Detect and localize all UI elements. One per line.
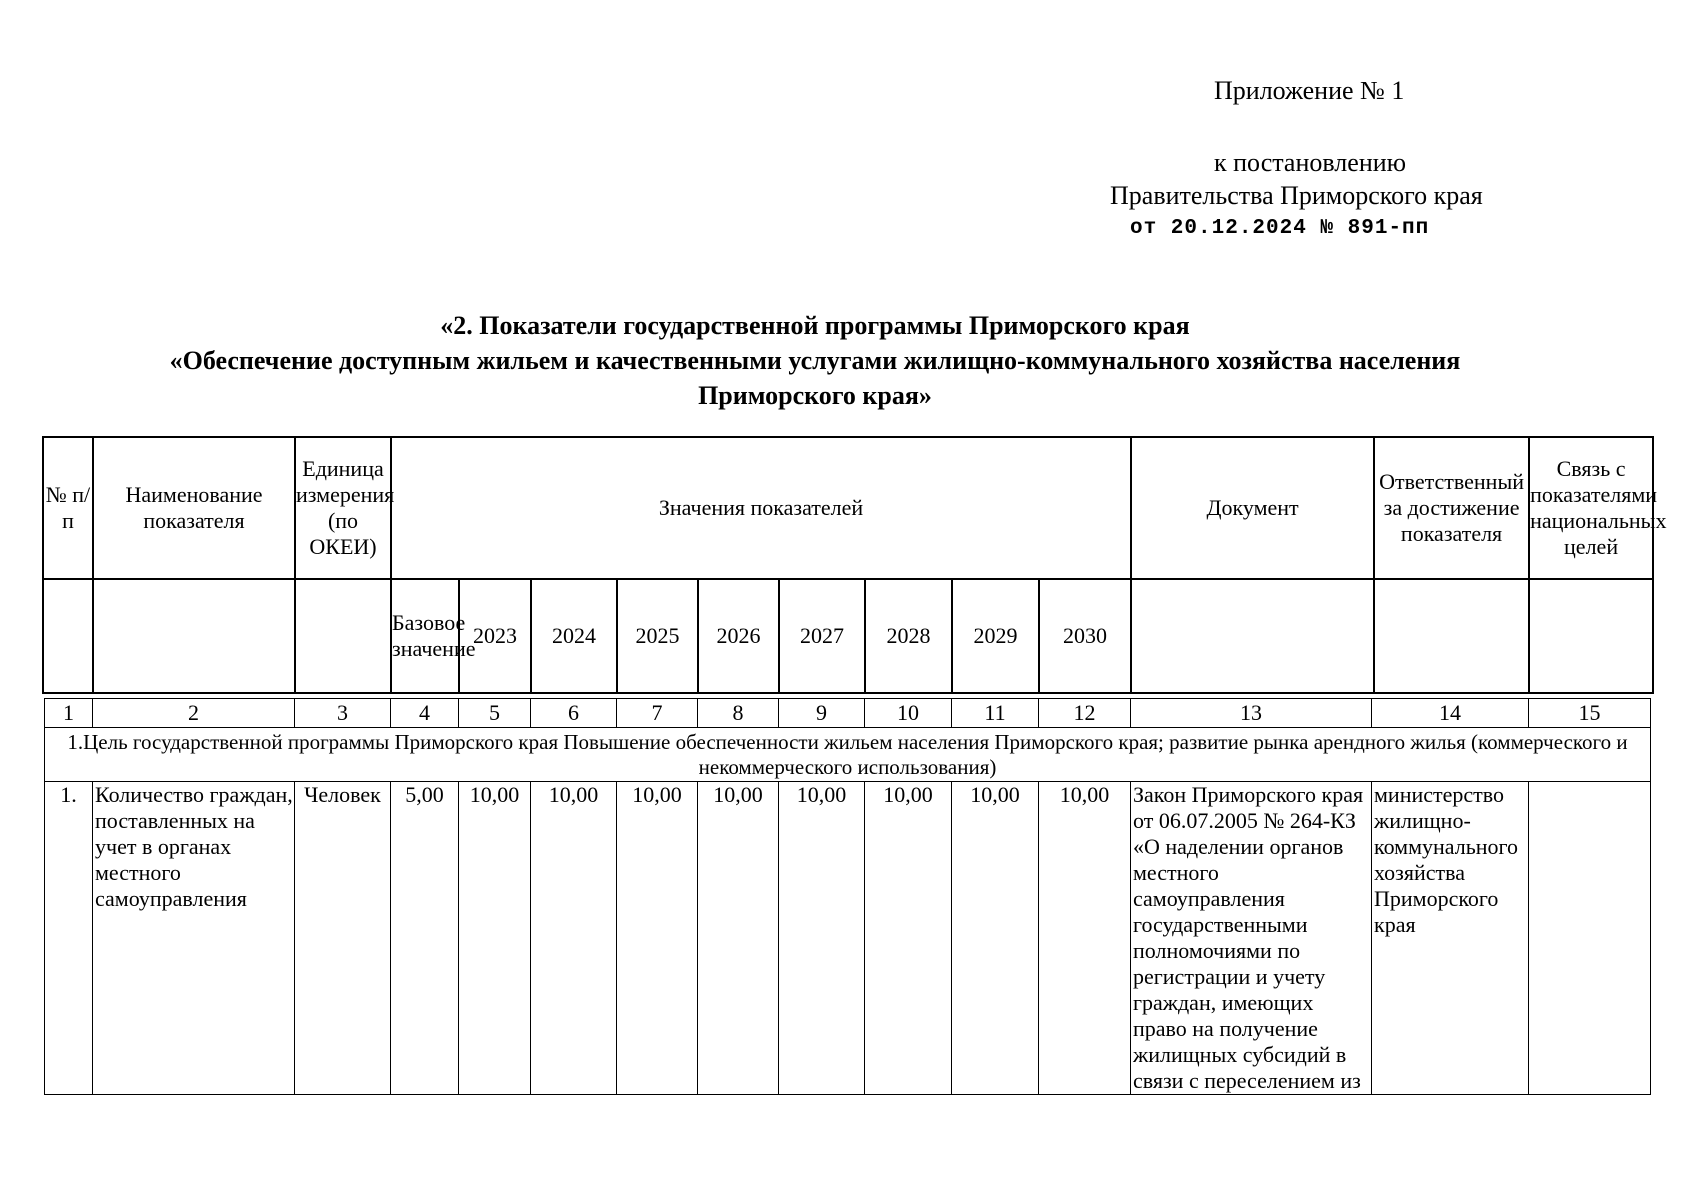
header-values-group: Значения показателей [391, 437, 1131, 579]
header-empty-cell [295, 579, 391, 693]
header-year: 2030 [1039, 579, 1131, 693]
column-number: 5 [459, 699, 531, 728]
column-number: 8 [698, 699, 779, 728]
header-empty-cell [1374, 579, 1529, 693]
header-document: Документ [1131, 437, 1374, 579]
header-year: 2026 [698, 579, 779, 693]
column-number: 13 [1131, 699, 1372, 728]
column-number: 10 [865, 699, 952, 728]
header-year: 2028 [865, 579, 952, 693]
approval-line-1: к постановлению [1214, 148, 1407, 177]
row-unit: Человек [295, 782, 391, 1095]
row-num: 1. [45, 782, 93, 1095]
row-value-2023: 10,00 [459, 782, 531, 1095]
indicators-header-table [42, 436, 1667, 694]
header-empty-cell [1529, 579, 1653, 693]
row-value-2029: 10,00 [952, 782, 1039, 1095]
header-empty-cell [1131, 579, 1374, 693]
row-document: Закон Приморского края от 06.07.2005 № 264-КЗ «О наделении органов местного самоуправления государственными полномочиями по регистрации и учету граждан, имеющих право на получение жилищных субсидий в связи с переселением из [1131, 782, 1372, 1095]
approval-line-2: Правительства Приморского края [1110, 181, 1483, 210]
header-year: 2025 [617, 579, 698, 693]
header-year: 2027 [779, 579, 865, 693]
header-empty-cell [43, 579, 93, 693]
header-year: 2024 [531, 579, 617, 693]
column-number: 15 [1529, 699, 1651, 728]
column-number: 4 [391, 699, 459, 728]
header-unit: Единица измерения (по ОКЕИ) [295, 437, 391, 579]
column-number: 2 [93, 699, 295, 728]
header-num: № п/п [43, 437, 93, 579]
header-empty-cell [93, 579, 295, 693]
indicators-body-table [44, 698, 1651, 1095]
column-number-row [45, 699, 1651, 728]
header-link: Связь с показателями национальных целей [1529, 437, 1653, 579]
column-number: 11 [952, 699, 1039, 728]
row-base-value: 5,00 [391, 782, 459, 1095]
approval-block [1110, 146, 1530, 245]
appendix-label: Приложение № 1 [1214, 76, 1405, 105]
column-number: 7 [617, 699, 698, 728]
column-number: 9 [779, 699, 865, 728]
goal-row: 1.Цель государственной программы Приморского края Повышение обеспеченности жильем населения Приморского края; развитие рынка арендного жилья (коммерческого и некоммерческого использования) [45, 728, 1651, 782]
column-number: 3 [295, 699, 391, 728]
row-value-2030: 10,00 [1039, 782, 1131, 1095]
column-number: 14 [1372, 699, 1529, 728]
title-line-1: «2. Показатели государственной программы Приморского края [440, 311, 1190, 340]
header-name: Наименование показателя [93, 437, 295, 579]
row-value-2027: 10,00 [779, 782, 865, 1095]
row-responsible: министерство жилищно-коммунального хозяйства Приморского края [1372, 782, 1529, 1095]
header-year: 2029 [952, 579, 1039, 693]
row-value-2024: 10,00 [531, 782, 617, 1095]
row-link [1529, 782, 1651, 1095]
row-value-2026: 10,00 [698, 782, 779, 1095]
title-line-2: «Обеспечение доступным жильем и качественными услугами жилищно-коммунального хозяйства населения [169, 346, 1461, 375]
approval-line-3: от 20.12.2024 № 891-пп [1130, 217, 1430, 240]
document-title [60, 308, 1570, 413]
table-row [45, 782, 1651, 1095]
column-number: 6 [531, 699, 617, 728]
title-line-3: Приморского края» [698, 381, 932, 410]
row-indicator-name: Количество граждан, поставленных на учет в органах местного самоуправления [93, 782, 295, 1095]
row-value-2025: 10,00 [617, 782, 698, 1095]
row-value-2028: 10,00 [865, 782, 952, 1095]
header-base: Базовое значение [391, 579, 459, 693]
header-year: 2023 [459, 579, 531, 693]
column-number: 12 [1039, 699, 1131, 728]
column-number: 1 [45, 699, 93, 728]
header-responsible: Ответственный за достижение показателя [1374, 437, 1529, 579]
